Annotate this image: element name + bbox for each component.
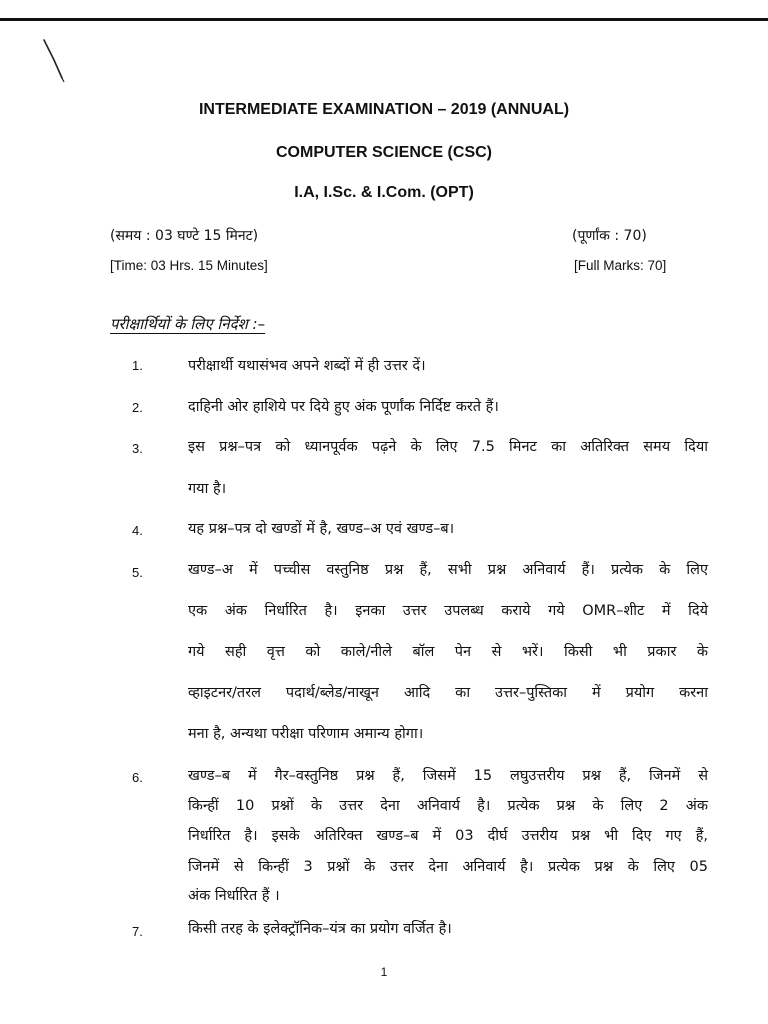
instruction-number: 3.	[132, 441, 143, 456]
instruction-line: किन्हीं 10 प्रश्नों के उत्तर देना अनिवार्य है। प्रत्येक प्रश्न के लिए 2 अंक	[188, 798, 708, 814]
instruction-number: 7.	[132, 924, 143, 939]
instruction-line: खण्ड–अ में पच्चीस वस्तुनिष्ठ प्रश्न हैं, सभी प्रश्न अनिवार्य हैं। प्रत्येक के लिए	[188, 562, 708, 578]
instruction-line: किसी तरह के इलेक्ट्रॉनिक–यंत्र का प्रयोग वर्जित है।	[188, 921, 452, 937]
full-marks-hindi: (पूर्णांक : 70)	[572, 228, 647, 244]
instruction-number: 6.	[132, 770, 143, 785]
top-rule	[0, 0, 768, 21]
instruction-line: गया है।	[188, 481, 227, 497]
instruction-number: 2.	[132, 400, 143, 415]
instruction-line: यह प्रश्न–पत्र दो खण्डों में है, खण्ड–अ एवं खण्ड–ब।	[188, 521, 455, 537]
instruction-line: अंक निर्धारित हैं ।	[188, 888, 280, 904]
instruction-line: एक अंक निर्धारित है। इनका उत्तर उपलब्ध कराये गये OMR–शीट में दिये	[188, 603, 708, 619]
instructions-heading: परीक्षार्थियों के लिए निर्देश :–	[110, 315, 266, 333]
instruction-line: खण्ड–ब में गैर–वस्तुनिष्ठ प्रश्न हैं, जिसमें 15 लघुउत्तरीय प्रश्न हैं, जिनमें से	[188, 768, 708, 784]
time-english: [Time: 03 Hrs. 15 Minutes]	[110, 258, 268, 273]
instruction-number: 1.	[132, 358, 143, 373]
instruction-number: 4.	[132, 523, 143, 538]
page-number: 1	[380, 965, 388, 979]
instruction-line: मना है, अन्यथा परीक्षा परिणाम अमान्य होगा।	[188, 726, 424, 742]
subject-title: COMPUTER SCIENCE (CSC)	[275, 144, 492, 161]
instruction-number: 5.	[132, 565, 143, 580]
instruction-line: व्हाइटनर/तरल पदार्थ/ब्लेड/नाखून आदि का उत्तर–पुस्तिका में प्रयोग करना	[188, 685, 708, 701]
instruction-line: गये सही वृत्त को काले/नीले बॉल पेन से भरें। किसी भी प्रकार के	[188, 644, 708, 660]
instruction-line: दाहिनी ओर हाशिये पर दिये हुए अंक पूर्णांक निर्दिष्ट करते हैं।	[188, 399, 499, 415]
pen-mark	[40, 38, 70, 84]
instruction-line: परीक्षार्थी यथासंभव अपने शब्दों में ही उत्तर दें।	[188, 358, 426, 374]
time-hindi: (समय : 03 घण्टे 15 मिनट)	[110, 228, 259, 244]
exam-title: INTERMEDIATE EXAMINATION – 2019 (ANNUAL)	[198, 101, 570, 118]
instruction-line: इस प्रश्न–पत्र को ध्यानपूर्वक पढ़ने के लिए 7.5 मिनट का अतिरिक्त समय दिया	[188, 439, 708, 455]
instruction-line: जिनमें से किन्हीं 3 प्रश्नों के उत्तर देना अनिवार्य है। प्रत्येक प्रश्न के लिए 05	[188, 859, 708, 875]
instruction-line: निर्धारित है। इसके अतिरिक्त खण्ड–ब में 03 दीर्घ उत्तरीय प्रश्न भी दिए गए हैं,	[188, 828, 708, 844]
stream-title: I.A, I.Sc. & I.Com. (OPT)	[294, 184, 474, 201]
full-marks-english: [Full Marks: 70]	[574, 258, 667, 273]
